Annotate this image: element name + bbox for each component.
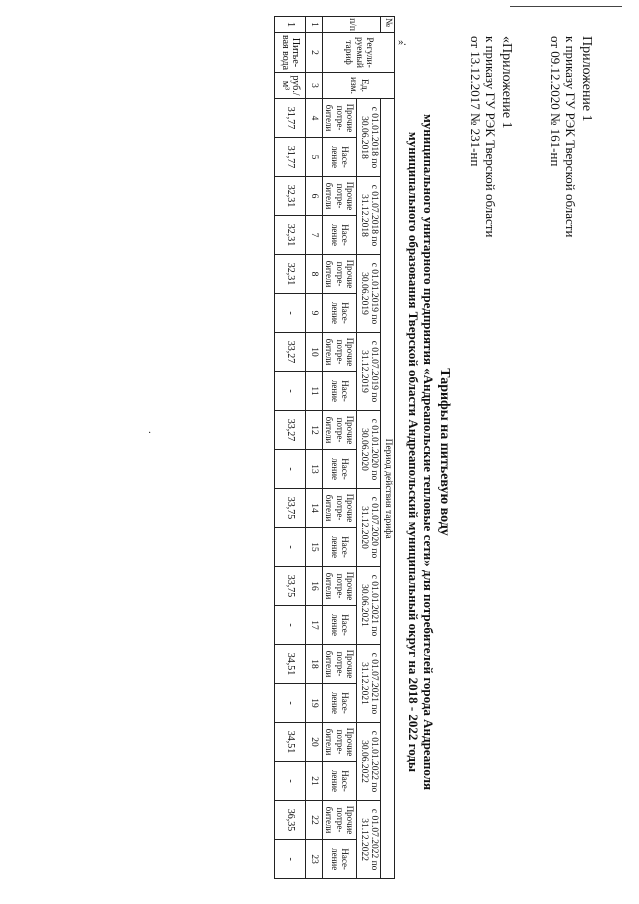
title-line-3: муниципального образования Тверской области Андреапольский муниципальный округ на 2018 - 2022 годы [406, 131, 421, 773]
order-2-line-2: от 13.12.2017 № 231-нп [468, 36, 483, 167]
period-5: с 01.01.2020 по 30.06.2020 [357, 411, 381, 489]
tariff-value: - [275, 840, 306, 879]
col-number: 9 [306, 294, 323, 333]
sub-population: Насе-ление [323, 216, 358, 255]
sub-population: Насе-ление [323, 840, 358, 879]
tariff-value: - [275, 450, 306, 489]
tariff-value: 33,75 [275, 567, 306, 606]
tariff-value: - [275, 294, 306, 333]
document-title [406, 0, 453, 904]
tariff-value: - [275, 606, 306, 645]
tariff-value: 31,77 [275, 138, 306, 177]
col-number: 3 [306, 73, 323, 99]
col-number: 7 [306, 216, 323, 255]
sub-other: Прочие потре-бители [323, 489, 358, 528]
tariff-value: 34,51 [275, 645, 306, 684]
period-3: с 01.01.2019 по 30.06.2019 [357, 255, 381, 333]
appendix-2-title: «Приложение 1 [499, 36, 514, 129]
tariff-table [274, 16, 395, 879]
col-number: 1 [306, 17, 323, 33]
col-number: 12 [306, 411, 323, 450]
col-number: 20 [306, 723, 323, 762]
tariff-value: 31,77 [275, 99, 306, 138]
col-number: 21 [306, 762, 323, 801]
tariff-value: 32,31 [275, 255, 306, 294]
sub-population: Насе-ление [323, 294, 358, 333]
sub-population: Насе-ление [323, 606, 358, 645]
header-row-2 [357, 17, 381, 879]
order-2-line-1: к приказу ГУ РЭК Тверской области [483, 36, 498, 238]
sub-population: Насе-ление [323, 372, 358, 411]
header-block [468, 36, 595, 336]
sub-other: Прочие потре-бители [323, 567, 358, 606]
order-1-line-2: от 09.12.2020 № 161-нп [548, 36, 563, 167]
header-no-bottom: п/п [323, 17, 382, 33]
tariff-value: 34,51 [275, 723, 306, 762]
col-number: 11 [306, 372, 323, 411]
title-line-1: Тарифы на питьевую воду [437, 368, 452, 536]
sub-population: Насе-ление [323, 684, 358, 723]
sub-other: Прочие потре-бители [323, 177, 358, 216]
title-line-2: муниципального унитарного предприятия «Андреапольские тепловые сети» для потребителей города Андреаполя [421, 113, 436, 791]
row-tariff-name: Питье-вая вода [275, 33, 306, 73]
tariff-value: - [275, 684, 306, 723]
tariff-value: - [275, 528, 306, 567]
col-number: 4 [306, 99, 323, 138]
col-number: 2 [306, 33, 323, 73]
row-number: 1 [275, 17, 306, 33]
tariff-value: 32,31 [275, 177, 306, 216]
tariff-value: 33,27 [275, 411, 306, 450]
sub-other: Прочие потре-бители [323, 99, 358, 138]
col-number: 22 [306, 801, 323, 840]
period-6: с 01.07.2020 по 31.12.2020 [357, 489, 381, 567]
sub-population: Насе-ление [323, 450, 358, 489]
header-regulated-tariff: Регули-руемый тариф [323, 33, 395, 73]
sub-population: Насе-ление [323, 138, 358, 177]
period-7: с 01.01.2021 по 30.06.2021 [357, 567, 381, 645]
sub-population: Насе-ление [323, 762, 358, 801]
tariff-value: - [275, 372, 306, 411]
tariff-value: 36,35 [275, 801, 306, 840]
col-number: 8 [306, 255, 323, 294]
header-no-top: № [381, 17, 395, 33]
column-number-row [306, 17, 323, 879]
scan-artifact: · [148, 428, 152, 439]
period-1: с 01.01.2018 по 30.06.2018 [357, 99, 381, 177]
sub-other: Прочие потре-бители [323, 801, 358, 840]
col-number: 15 [306, 528, 323, 567]
header-row-3 [323, 17, 358, 879]
col-number: 23 [306, 840, 323, 879]
order-1-line-1: к приказу ГУ РЭК Тверской области [563, 36, 578, 238]
closing-quote-mark: ». [398, 36, 407, 48]
period-2: с 01.07.2018 по 31.12.2018 [357, 177, 381, 255]
row-unit: руб./м³ [275, 73, 306, 99]
col-number: 17 [306, 606, 323, 645]
sub-other: Прочие потре-бители [323, 411, 358, 450]
col-number: 18 [306, 645, 323, 684]
tariff-value: 33,27 [275, 333, 306, 372]
sub-other: Прочие потре-бители [323, 333, 358, 372]
appendix-1-title: Приложение 1 [579, 36, 594, 122]
period-8: с 01.07.2021 по 31.12.2021 [357, 645, 381, 723]
sub-other: Прочие потре-бители [323, 645, 358, 684]
sub-other: Прочие потре-бители [323, 723, 358, 762]
col-number: 10 [306, 333, 323, 372]
tariff-value: - [275, 762, 306, 801]
table-row [275, 17, 306, 879]
tariff-value: 33,75 [275, 489, 306, 528]
period-4: с 01.07.2019 по 31.12.2019 [357, 333, 381, 411]
sub-population: Насе-ление [323, 528, 358, 567]
col-number: 6 [306, 177, 323, 216]
header-unit: Ед. изм. [323, 73, 395, 99]
col-number: 13 [306, 450, 323, 489]
header-row-1 [381, 17, 395, 879]
col-number: 5 [306, 138, 323, 177]
sub-other: Прочие потре-бители [323, 255, 358, 294]
tariff-value: 32,31 [275, 216, 306, 255]
period-10: с 01.07.2022 по 31.12.2022 [357, 801, 381, 879]
col-number: 19 [306, 684, 323, 723]
period-9: с 01.01.2022 по 30.06.2022 [357, 723, 381, 801]
header-period: Период действия тарифа [381, 99, 395, 879]
col-number: 14 [306, 489, 323, 528]
col-number: 16 [306, 567, 323, 606]
